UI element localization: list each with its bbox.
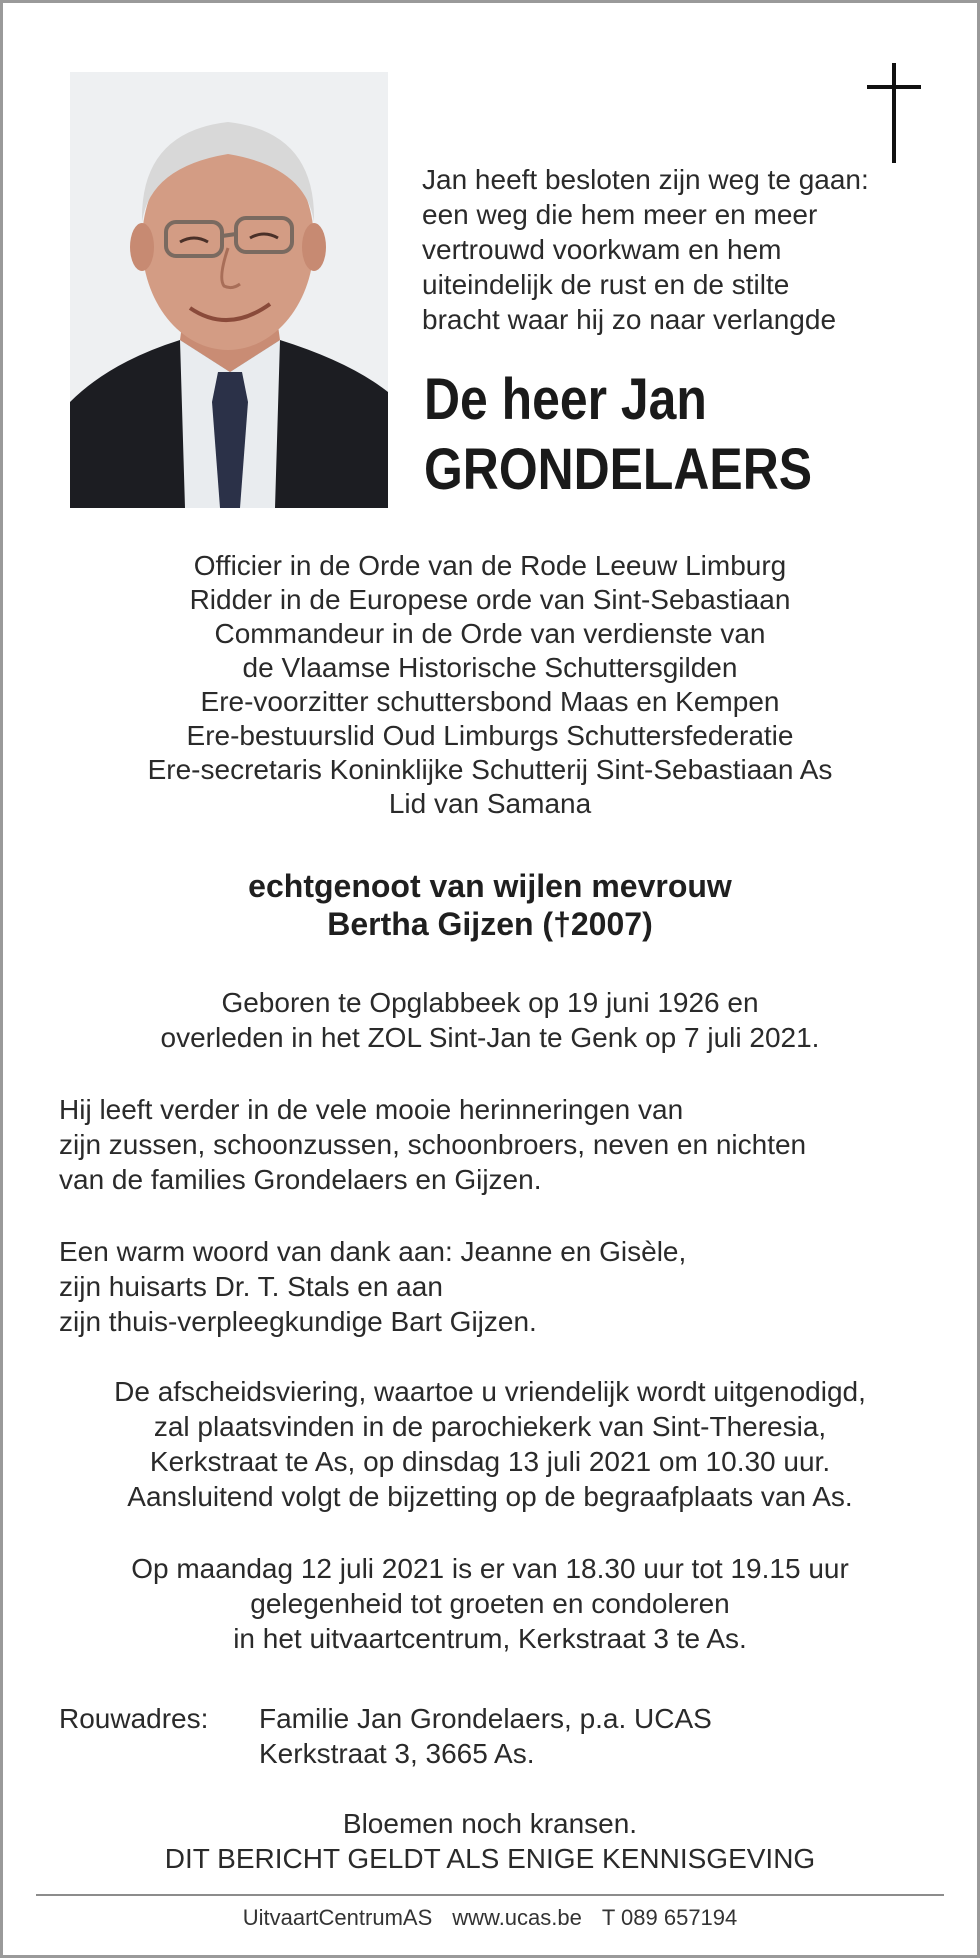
honorary-titles: [3, 549, 977, 821]
birth-line: Geboren te Opglabbeek op 19 juni 1926 en: [221, 987, 759, 1018]
title-line: Commandeur in de Orde van verdienste van: [214, 618, 766, 649]
ceremony-block: [3, 1374, 977, 1514]
name-line-2: GRONDELAERS: [424, 437, 812, 502]
title-line: Officier in de Orde van de Rode Leeuw Limburg: [193, 550, 787, 581]
memory-line: Hij leeft verder in de vele mooie herinneringen van: [59, 1094, 684, 1125]
spouse-block: [3, 867, 977, 943]
address-line-1: Familie Jan Grondelaers, p.a. UCAS: [259, 1703, 712, 1734]
no-flowers-line: Bloemen noch kransen.: [342, 1808, 638, 1839]
visitation-line: Op maandag 12 juli 2021 is er van 18.30 uur tot 19.15 uur: [131, 1553, 849, 1584]
thanks-paragraph: [59, 1234, 939, 1339]
ceremony-line: Aansluitend volgt de bijzetting op de begraafplaats van As.: [127, 1481, 853, 1512]
ceremony-line: De afscheidsviering, waartoe u vriendelijk wordt uitgenodigd,: [114, 1376, 866, 1407]
address-line-2: Kerkstraat 3, 3665 As.: [259, 1738, 535, 1769]
portrait-photo: [70, 72, 388, 508]
ceremony-line: zal plaatsvinden in de parochiekerk van Sint-Theresia,: [153, 1411, 827, 1442]
thanks-line: zijn huisarts Dr. T. Stals en aan: [59, 1271, 443, 1302]
spouse-line-1: echtgenoot van wijlen mevrouw: [248, 868, 732, 904]
death-line: overleden in het ZOL Sint-Jan te Genk op 7 juli 2021.: [160, 1022, 820, 1053]
footer-divider: [36, 1894, 944, 1896]
closing-notice: [3, 1806, 977, 1876]
poem-line: vertrouwd voorkwam en hem: [422, 234, 782, 265]
visitation-line: gelegenheid tot groeten en condoleren: [250, 1588, 730, 1619]
birth-death-block: [3, 985, 977, 1055]
title-line: de Vlaamse Historische Schuttersgilden: [242, 652, 738, 683]
cross-icon: [865, 63, 925, 163]
title-line: Ere-voorzitter schuttersbond Maas en Kempen: [200, 686, 780, 717]
title-line: Ridder in de Europese orde van Sint-Sebastiaan: [189, 584, 791, 615]
memory-paragraph: [59, 1092, 939, 1197]
intro-poem: [422, 162, 942, 337]
title-line: Ere-bestuurslid Oud Limburgs Schuttersfederatie: [186, 720, 794, 751]
poem-line: uiteindelijk de rust en de stilte: [422, 269, 790, 300]
footer: [3, 1904, 977, 1932]
name-line-1: De heer Jan: [424, 367, 707, 432]
footer-phone: T 089 657194: [601, 1905, 738, 1930]
thanks-line: zijn thuis-verpleegkundige Bart Gijzen.: [59, 1306, 537, 1337]
ceremony-line: Kerkstraat te As, op dinsdag 13 juli 2021 om 10.30 uur.: [149, 1446, 831, 1477]
memory-line: van de families Grondelaers en Gijzen.: [59, 1164, 542, 1195]
poem-line: bracht waar hij zo naar verlangde: [422, 304, 837, 335]
spouse-line-2: Bertha Gijzen (†2007): [327, 906, 653, 942]
title-line: Lid van Samana: [388, 788, 592, 819]
title-line: Ere-secretaris Koninklijke Schutterij Sint-Sebastiaan As: [147, 754, 833, 785]
poem-line: Jan heeft besloten zijn weg te gaan:: [422, 164, 869, 195]
thanks-line: Een warm woord van dank aan: Jeanne en Gisèle,: [59, 1236, 687, 1267]
footer-company: UitvaartCentrumAS: [242, 1905, 433, 1930]
visitation-line: in het uitvaartcentrum, Kerkstraat 3 te As.: [233, 1623, 747, 1654]
address-value: [259, 1701, 712, 1771]
notice-line: DIT BERICHT GELDT ALS ENIGE KENNISGEVING: [164, 1843, 816, 1874]
memory-line: zijn zussen, schoonzussen, schoonbroers, neven en nichten: [59, 1129, 807, 1160]
visitation-block: [3, 1551, 977, 1656]
deceased-name: [424, 365, 888, 505]
address-label: Rouwadres:: [59, 1703, 209, 1734]
poem-line: een weg die hem meer en meer: [422, 199, 818, 230]
footer-website[interactable]: www.ucas.be: [452, 1905, 582, 1930]
